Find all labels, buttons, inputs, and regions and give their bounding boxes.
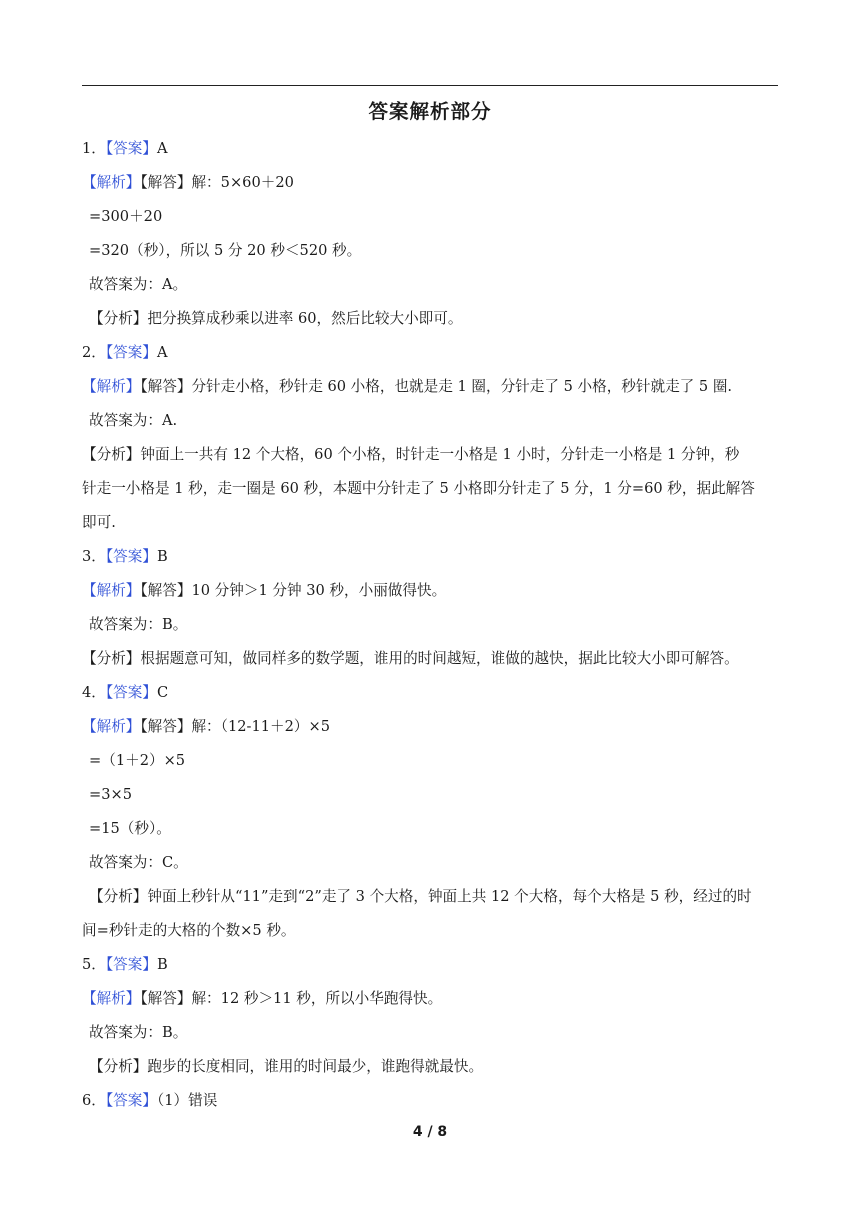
q4-answer: C <box>156 684 169 701</box>
q3-answer-line <box>82 540 782 574</box>
q5-analysis: 【分析】跑步的长度相同，谁用的时间最少，谁跑得就最快。 <box>89 1058 484 1075</box>
q2-answer-line <box>82 336 782 370</box>
q2-analysis-1: 【分析】钟面上一共有 12 个大格，60 个小格，时针走一小格是 1 小时，分针走一小格是 1 分钟，秒 <box>82 446 740 463</box>
q4-step-2: =（1＋2）×5 <box>89 752 186 769</box>
q1-solution-text: 【解答】解：5×60＋20 <box>140 174 294 191</box>
q2-analysis-2: 针走一小格是 1 秒，走一圈是 60 秒，本题中分针走了 5 小格即分针走了 5 分，1 分=60 秒，据此解答 <box>82 480 755 497</box>
q3-analysis: 【分析】根据题意可知，做同样多的数学题，谁用的时间越短，谁做的越快，据此比较大小即可解答。 <box>82 650 739 667</box>
q2-analysis-3: 即可. <box>82 514 116 531</box>
analysis-tag: 【解析】 <box>82 582 141 599</box>
q4-solution-text: 【解答】解：（12-11＋2）×5 <box>140 718 331 735</box>
analysis-tag: 【解析】 <box>82 174 141 191</box>
q4-analysis-1: 【分析】钟面上秒针从“11”走到“2”走了 3 个大格，钟面上共 12 个大格，每个大格是 5 秒，经过的时 <box>89 888 752 905</box>
q4-step-3: =3×5 <box>89 786 133 803</box>
q5-solution-line <box>82 982 782 1016</box>
q1-answer-line <box>82 132 782 166</box>
q3-conclusion: 故答案为：B。 <box>89 616 188 633</box>
q6-answer-line <box>82 1084 782 1118</box>
q5-answer: B <box>156 956 168 973</box>
q1-step-3: =320（秒），所以 5 分 20 秒＜520 秒。 <box>89 242 362 259</box>
q1-number: 1． <box>82 140 106 157</box>
q1-solution-line <box>82 166 782 200</box>
q4-solution-line <box>82 710 782 744</box>
q3-answer: B <box>156 548 168 565</box>
q6-number: 6． <box>82 1092 106 1109</box>
q4-answer-line <box>82 676 782 710</box>
answer-tag: 【答案】 <box>105 956 157 973</box>
analysis-tag: 【解析】 <box>82 990 141 1007</box>
q5-conclusion: 故答案为：B。 <box>89 1024 188 1041</box>
q5-number: 5． <box>82 956 106 973</box>
answer-tag: 【答案】 <box>105 684 157 701</box>
q1-answer: A <box>156 140 168 157</box>
q4-analysis-2: 间=秒针走的大格的个数×5 秒。 <box>82 922 296 939</box>
q5-solution-text: 【解答】解：12 秒＞11 秒，所以小华跑得快。 <box>140 990 443 1007</box>
answer-tag: 【答案】 <box>105 548 157 565</box>
q2-conclusion: 故答案为：A. <box>89 412 178 429</box>
q2-number: 2． <box>82 344 106 361</box>
answer-tag: 【答案】 <box>105 140 157 157</box>
analysis-tag: 【解析】 <box>82 718 141 735</box>
page-title: 答案解析部分 <box>368 100 492 123</box>
page-number: 4 / 8 <box>412 1124 448 1140</box>
q4-step-4: =15（秒）。 <box>89 820 171 837</box>
q3-solution-text: 【解答】10 分钟＞1 分钟 30 秒，小丽做得快。 <box>140 582 447 599</box>
q5-answer-line <box>82 948 782 982</box>
header-rule <box>82 85 778 86</box>
q1-conclusion: 故答案为：A。 <box>89 276 188 293</box>
analysis-tag: 【解析】 <box>82 378 141 395</box>
q4-conclusion: 故答案为：C。 <box>89 854 188 871</box>
q1-analysis: 【分析】把分换算成秒乘以进率 60，然后比较大小即可。 <box>89 310 463 327</box>
answer-tag: 【答案】 <box>105 344 157 361</box>
answer-content <box>82 132 782 1118</box>
q1-step-2: =300＋20 <box>89 208 163 225</box>
q2-answer: A <box>156 344 168 361</box>
q2-solution-text: 【解答】分针走小格，秒针走 60 小格，也就是走 1 圈，分针走了 5 小格，秒针就走了 5 圈. <box>140 378 733 395</box>
q3-solution-line <box>82 574 782 608</box>
q3-number: 3． <box>82 548 106 565</box>
answer-tag: 【答案】 <box>105 1092 157 1109</box>
q2-solution-line <box>82 370 782 404</box>
q4-number: 4． <box>82 684 106 701</box>
q6-answer: （1）错误 <box>156 1092 218 1109</box>
